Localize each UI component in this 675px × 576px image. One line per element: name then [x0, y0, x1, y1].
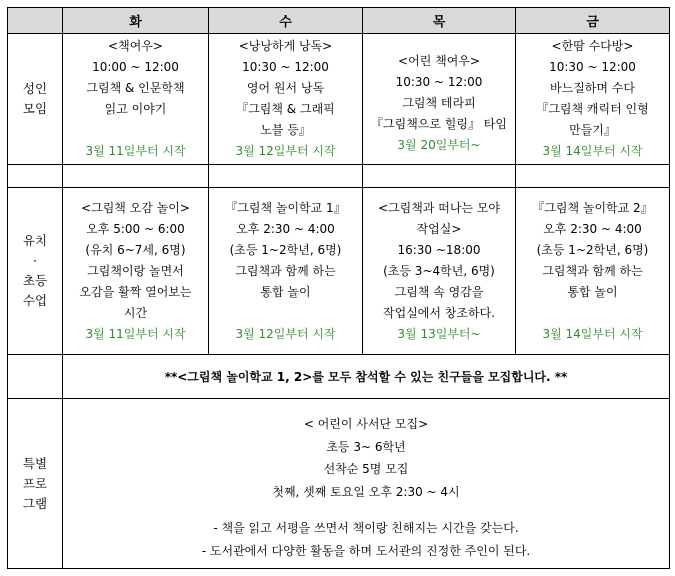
recruitment-note: **<그림책 놀이학교 1, 2>를 모두 참석할 수 있는 친구들을 모집합니다. **: [63, 355, 670, 399]
empty-cell: [8, 165, 63, 188]
special-spacer: [63, 503, 669, 517]
program-desc: 그림책 테라피: [402, 95, 476, 110]
special-row: [8, 399, 670, 569]
row-label-line: 특별: [22, 455, 48, 471]
program-title: <한땀 수다방>: [551, 39, 634, 53]
program-time: 10:30 ~ 12:00: [549, 60, 636, 74]
program-desc: 그림책이랑 놀면서: [87, 263, 184, 278]
program-cell: [209, 188, 363, 355]
program-desc: 그림책과 함께 하는: [235, 263, 336, 278]
program-desc: (초등 3~4학년, 6명): [383, 263, 495, 278]
program-time: 10:30 ~ 12:00: [395, 74, 483, 89]
program-start-date: 3월 11일부터 시작: [85, 144, 186, 158]
program-title: <그림책과 떠나는 모야: [377, 200, 500, 215]
program-time: 오후 2:30 ~ 4:00: [236, 221, 335, 236]
program-time: 오후 5:00 ~ 6:00: [86, 221, 185, 236]
day-header-tue: 화: [63, 8, 209, 34]
row-label-line: 성인: [22, 81, 48, 96]
row-label-special: [8, 399, 63, 569]
note-empty-label: [8, 355, 63, 399]
program-title: <낭낭하게 낭독>: [238, 39, 333, 53]
program-time: 10:30 ~ 12:00: [242, 60, 329, 74]
program-desc: 그림책 & 인문학책: [86, 81, 185, 95]
program-title: 『그림책 놀이학교 1』: [225, 200, 346, 215]
program-desc: 만들기』: [569, 123, 616, 137]
day-header-wed: 수: [209, 8, 363, 34]
special-line: 첫째, 셋째 토요일 오후 2:30 ~ 4시: [272, 484, 460, 499]
program-desc: 『그림책 캐릭터 인형: [536, 102, 649, 116]
program-cell: [363, 34, 516, 165]
adult-row: [8, 34, 670, 165]
program-cell: [363, 188, 516, 355]
program-spacer: [516, 303, 669, 324]
program-start-date: 3월 14일부터 시작: [542, 326, 643, 341]
program-desc: 노블 등』: [260, 123, 311, 137]
row-label-kids: [8, 188, 63, 355]
program-desc: 『그림책으로 힐링』 타임: [371, 116, 507, 131]
program-desc: 바느질하며 수다: [550, 81, 635, 95]
program-spacer: [209, 303, 362, 324]
program-desc: 시간: [123, 305, 148, 320]
row-label-line: 프로: [22, 475, 48, 491]
program-title-cont: 작업실>: [416, 221, 462, 236]
row-label-line: 모임: [22, 101, 48, 116]
program-spacer: [63, 120, 208, 141]
special-bullet: - 도서관에서 다양한 활동을 하며 도서관의 진정한 주인이 된다.: [201, 543, 531, 558]
program-desc: 작업실에서 창조하다.: [383, 305, 495, 320]
program-time: 16:30 ~18:00: [397, 242, 481, 257]
row-label-line: 그램: [22, 495, 48, 511]
special-bullet: - 책을 읽고 서평을 쓰면서 책이랑 친해지는 시간을 갖는다.: [213, 521, 519, 535]
program-desc: (초등 1~2학년, 6명): [229, 242, 342, 257]
program-title: <책여우>: [108, 39, 163, 53]
program-desc: 영어 원서 낭독: [246, 81, 325, 95]
row-label-adult: [8, 34, 63, 165]
program-start-date: 3월 20일부터~: [397, 137, 481, 152]
special-line: 초등 3~ 6학년: [326, 439, 406, 454]
row-label-line: ·: [33, 253, 37, 268]
program-schedule-table: [7, 7, 670, 569]
program-cell: [63, 34, 209, 165]
program-desc: 오감을 활짝 열어보는: [79, 284, 192, 299]
program-start-date: 3월 12일부터 시작: [235, 326, 336, 341]
program-cell: [516, 188, 670, 355]
empty-cell: [363, 165, 516, 188]
program-desc: 통합 놀이: [260, 284, 311, 299]
row-label-line: 유치: [22, 233, 48, 248]
special-title: < 어린이 사서단 모집>: [303, 417, 429, 431]
program-title: <그림책 오감 놀이>: [81, 200, 190, 215]
empty-row: [8, 165, 670, 188]
empty-cell: [63, 165, 209, 188]
empty-cell: [516, 165, 670, 188]
program-time: 10:00 ~ 12:00: [92, 60, 179, 74]
program-start-date: 3월 12일부터 시작: [235, 144, 336, 158]
program-start-date: 3월 11일부터 시작: [85, 326, 186, 341]
row-label-line: 초등: [22, 273, 48, 288]
program-desc: 읽고 이야기: [104, 102, 167, 116]
program-desc: 통합 놀이: [567, 284, 618, 299]
program-cell: [516, 34, 670, 165]
program-title: <어린 책여우>: [398, 53, 480, 68]
empty-cell: [209, 165, 363, 188]
note-row: [8, 355, 670, 399]
kids-row: [8, 188, 670, 355]
program-desc: 그림책과 함께 하는: [542, 263, 643, 278]
program-time: 오후 2:30 ~ 4:00: [543, 221, 642, 236]
special-program-cell: [63, 399, 670, 569]
program-cell: [63, 188, 209, 355]
program-start-date: 3월 13일부터~: [397, 326, 481, 341]
program-title: 『그림책 놀이학교 2』: [532, 200, 653, 215]
row-label-line: 수업: [22, 293, 48, 308]
program-desc: (유치 6~7세, 6명): [85, 242, 186, 257]
program-desc: 『그림책 & 그래픽: [236, 102, 335, 116]
day-header-thu: 목: [363, 8, 516, 34]
program-start-date: 3월 14일부터 시작: [542, 144, 643, 158]
special-line: 선착순 5명 모집: [323, 462, 409, 476]
program-desc: (초등 1~2학년, 6명): [536, 242, 649, 257]
header-row: [8, 8, 670, 34]
day-header-fri: 금: [516, 8, 670, 34]
program-cell: [209, 34, 363, 165]
program-desc: 그림책 속 영감을: [394, 284, 484, 299]
header-corner: [8, 8, 63, 34]
